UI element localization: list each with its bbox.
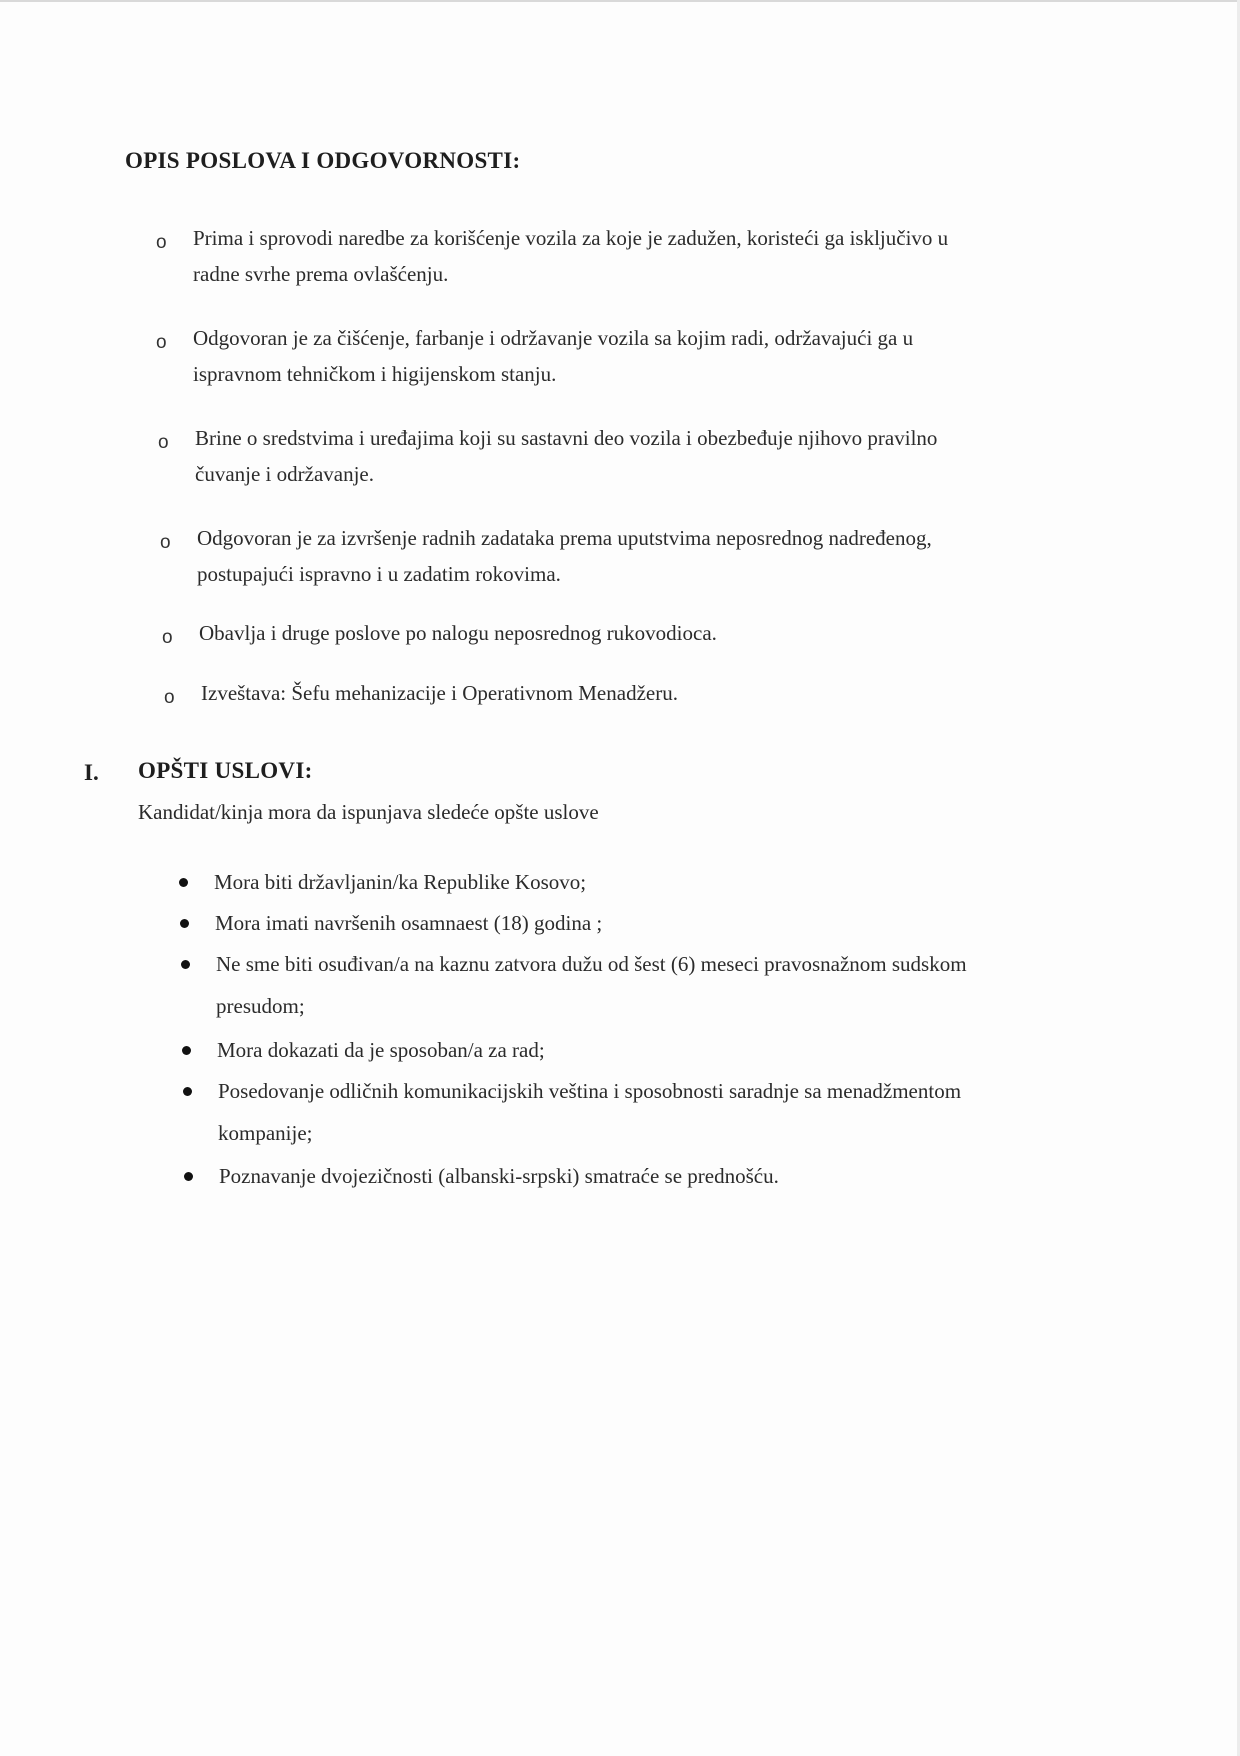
condition-line-1: Posedovanje odličnih komunikacijskih veština i sposobnosti saradnje sa menadžmentom — [218, 1079, 962, 1103]
responsibility-line-2: čuvanje i održavanje. — [195, 462, 374, 486]
circle-bullet-icon: o — [158, 432, 169, 453]
bullet-icon — [182, 1046, 191, 1055]
circle-bullet-icon: o — [156, 232, 167, 253]
scan-edge-top — [0, 0, 1240, 2]
circle-bullet-icon: o — [162, 627, 173, 648]
circle-bullet-icon: o — [164, 687, 175, 708]
circle-bullet-icon: o — [156, 332, 167, 353]
responsibility-line-2: postupajući ispravno i u zadatim rokovima. — [197, 562, 561, 586]
condition-line-1: Mora imati navršenih osamnaest (18) godina ; — [215, 911, 603, 935]
bullet-icon — [179, 878, 188, 887]
bullet-icon — [180, 919, 189, 928]
bullet-icon — [184, 1172, 193, 1181]
bullet-icon — [181, 960, 190, 969]
condition-line-1: Mora dokazati da je sposoban/a za rad; — [217, 1038, 545, 1062]
responsibility-line-1: Obavlja i druge poslove po nalogu neposrednog rukovodioca. — [199, 621, 717, 645]
responsibility-line-1: Brine o sredstvima i uređajima koji su sastavni deo vozila i obezbeđuje njihovo pravilno — [195, 426, 938, 450]
conditions-heading: OPŠTI USLOVI: — [138, 758, 313, 783]
bullet-icon — [183, 1087, 192, 1096]
condition-line-2: kompanije; — [218, 1121, 313, 1145]
conditions-intro: Kandidat/kinja mora da ispunjava sledeće opšte uslove — [138, 800, 599, 824]
condition-line-1: Ne sme biti osuđivan/a na kaznu zatvora dužu od šest (6) meseci pravosnažnom sudskom — [216, 952, 967, 976]
section-number: I. — [84, 760, 99, 785]
responsibility-line-2: radne svrhe prema ovlašćenju. — [193, 262, 449, 286]
condition-line-2: presudom; — [216, 994, 305, 1018]
condition-line-1: Poznavanje dvojezičnosti (albanski-srpski) smatraće se prednošću. — [219, 1164, 779, 1188]
circle-bullet-icon: o — [160, 532, 171, 553]
responsibilities-heading: OPIS POSLOVA I ODGOVORNOSTI: — [125, 148, 521, 173]
condition-line-1: Mora biti državljanin/ka Republike Kosovo; — [214, 870, 587, 894]
responsibility-line-1: Odgovoran je za čišćenje, farbanje i održavanje vozila sa kojim radi, održavajući ga u — [193, 326, 914, 350]
responsibility-line-1: Izveštava: Šefu mehanizacije i Operativnom Menadžeru. — [201, 681, 678, 705]
responsibility-line-1: Prima i sprovodi naredbe za korišćenje vozila za koje je zadužen, koristeći ga isključivo u — [193, 226, 949, 250]
responsibility-line-2: ispravnom tehničkom i higijenskom stanju. — [193, 362, 557, 386]
responsibility-line-1: Odgovoran je za izvršenje radnih zadataka prema uputstvima neposrednog nadređenog, — [197, 526, 932, 550]
